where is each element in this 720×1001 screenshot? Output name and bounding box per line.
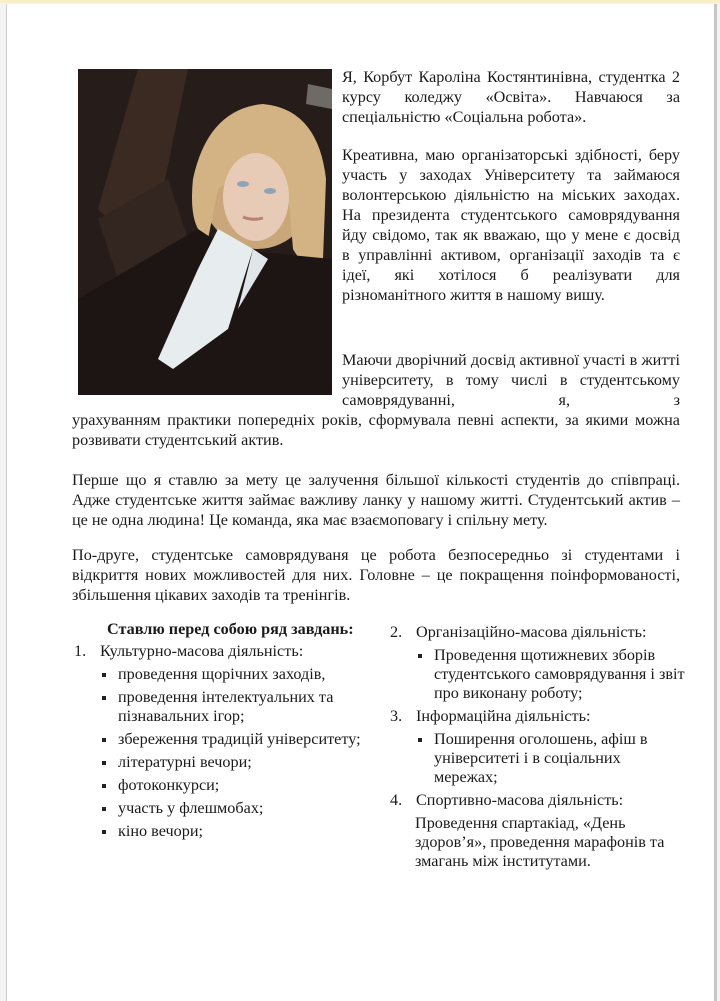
task-number: 3. <box>390 707 403 725</box>
goal-paragraph: Перше що я ставлю за мету це залучення більшої кількості студентів до співпраці. Адже студентське життя займає важливу ланку у нашому житті. Студентський актив – це не одна людина! Це команда, яка має взаємоповагу і спільну мету. <box>72 471 680 529</box>
experience-paragraph-end: урахуванням практики попередніх років, сформувала певні аспекти, за якими можна розвивати студентський актив. <box>72 411 680 449</box>
task-bullet <box>72 665 372 684</box>
bullet-text: проведення інтелектуальних та пізнавальних ігор; <box>118 688 334 725</box>
bullet-icon <box>72 799 118 818</box>
task-bullet <box>388 646 688 703</box>
task-title: Культурно-масова діяльність: <box>100 642 304 660</box>
bullet-text: Проведення щотижневих зборів студентського самоврядування і звіт про виконану роботу; <box>434 646 685 702</box>
task-bullet <box>72 753 372 772</box>
task-title: Організаційно-масова діяльність: <box>416 623 647 641</box>
task-item <box>388 791 688 810</box>
task-bullet <box>72 730 372 749</box>
task-item <box>72 642 372 661</box>
tasks-heading: Ставлю перед собою ряд завдань: <box>107 620 354 638</box>
bullet-icon <box>388 730 434 787</box>
second-goal-paragraph: По-друге, студентське самоврядуваня це робота безпосередньо зі студентами і відкриття нових можливостей для них. Головне – це покращення поінформованості, збільшення цікавих заходів та тренінгів. <box>72 546 680 604</box>
task-title: Спортивно-масова діяльність: <box>416 791 624 809</box>
task-number: 4. <box>390 791 403 809</box>
task-bullet <box>72 799 372 818</box>
bullet-text: Поширення оголошень, афіш в університеті і в соціальних мережах; <box>434 730 648 786</box>
task-item <box>388 707 688 726</box>
bullet-text: літературні вечори; <box>118 753 252 771</box>
description-paragraph: Креативна, маю організаторські здібності, беру участь у заходах Університету та займаюся волонтерською діяльністю на міських заходах. На президента студентського самоврядування йду свідомо, так як вважаю, що у мене є досвід в управлінні активом, організації заходів та є ідеї, які хотілося б реалізувати для різноманітного життя в нашому вишу. <box>342 146 680 304</box>
task-bullet <box>72 822 372 841</box>
intro-paragraph: Я, Корбут Кароліна Костянтинівна, студентка 2 курсу коледжу «Освіта». Навчаюся за спеціальністю «Соціальна робота». <box>342 68 680 126</box>
bullet-text: фотоконкурси; <box>118 776 220 794</box>
task-bullet <box>72 776 372 795</box>
bullet-text: кіно вечори; <box>118 822 203 840</box>
bullet-text: проведення щорічних заходів, <box>118 665 326 683</box>
bullet-icon <box>72 730 118 749</box>
task-title: Інформаційна діяльність: <box>416 707 591 725</box>
task-item <box>388 623 688 642</box>
portrait-illustration <box>78 69 332 395</box>
bullet-icon <box>72 753 118 772</box>
bullet-text: участь у флешмобах; <box>118 799 264 817</box>
task-description: Проведення спартакіад, «День здоров’я», проведення марафонів та змагань між інститутами. <box>415 814 665 870</box>
bullet-icon <box>72 665 118 684</box>
bullet-icon <box>388 646 434 703</box>
bullet-text: збереження традицій університету; <box>118 730 361 748</box>
top-edge <box>0 0 720 3</box>
bullet-icon <box>72 776 118 795</box>
experience-paragraph-start: Маючи дворічний досвід активної участі в житті університету, в тому числі в студентському самоврядуванні, я, з <box>342 351 680 409</box>
task-number: 1. <box>74 642 87 660</box>
bullet-icon <box>72 822 118 841</box>
bullet-icon <box>72 688 118 726</box>
task-number: 2. <box>390 623 403 641</box>
tasks-column-left <box>72 642 372 845</box>
task-bullet <box>388 730 688 787</box>
tasks-column-right <box>388 623 688 875</box>
portrait-photo <box>78 69 332 395</box>
task-bullet <box>72 688 372 726</box>
